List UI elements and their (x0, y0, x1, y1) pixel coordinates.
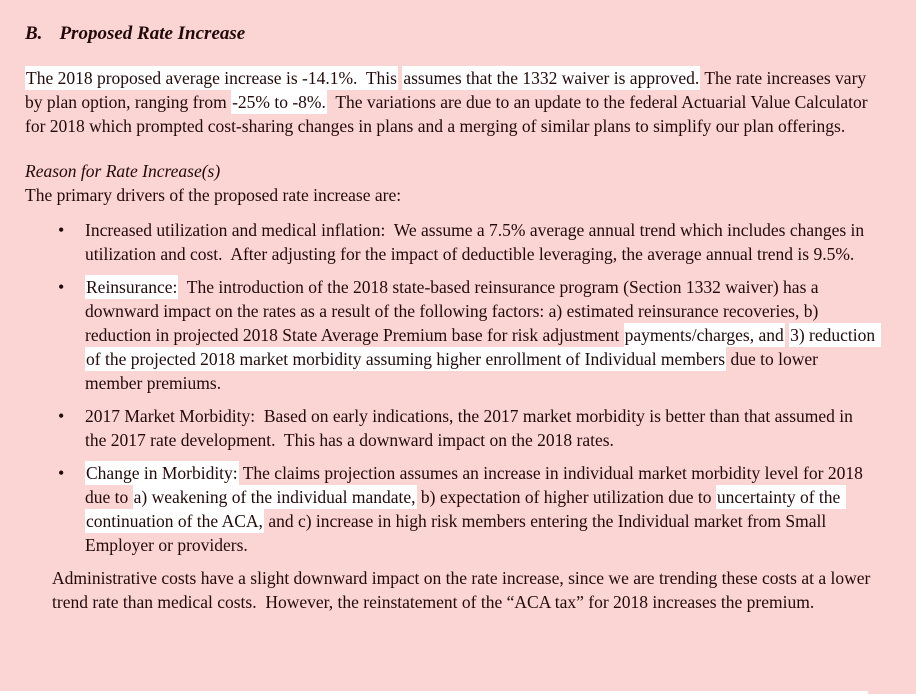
list-item-utilization (85, 218, 876, 266)
highlighted-text: 3) reduction of the projected 2018 market morbidity assuming higher enrollment of Individual members (86, 325, 880, 369)
highlighted-text: payments/charges, and (624, 325, 784, 345)
section-heading (25, 22, 888, 46)
text-run: Increased utilization and medical inflation: We assume a 7.5% average annual trend which includes changes in utilization and cost. After adjusting for the impact of deductible leveraging, the average annual trend is 9.5%. (85, 220, 869, 264)
text-run: and c) increase in high risk members entering the Individual market from Small Employer or providers. (85, 511, 831, 555)
text-run: Administrative costs have a slight downward impact on the rate increase, since we are trending these costs at a lower trend rate than medical costs. However, the reinstatement of the “ACA tax” for 2018 increases the premium. (52, 568, 875, 612)
list-item-reinsurance (85, 275, 880, 395)
highlighted-text: -25% to -8%. (232, 92, 326, 112)
rate-drivers-list (25, 218, 888, 557)
highlighted-text: assumes that the 1332 waiver is approved. (403, 68, 700, 88)
text-run: b) expectation of higher utilization due to (416, 487, 716, 507)
highlighted-text: Reinsurance: (86, 277, 178, 297)
highlighted-text: uncertainty of the continuation of the ACA, (86, 487, 845, 531)
section-number: B. (25, 23, 43, 44)
text-run: due to lower member premiums. (85, 349, 823, 393)
text-run: The introduction of the 2018 state-based reinsurance program (Section 1332 waiver) has a downward impact on the rates as a result of the following factors: a) estimated reinsurance recoveries, b) reduction in projected 2018 State Average Premium base for risk adjustment (85, 277, 823, 345)
highlighted-text: Change in Morbidity: (86, 463, 238, 483)
highlighted-text: The 2018 proposed average increase is -14.1%. This (26, 68, 397, 88)
highlighted-text: a) weakening of the individual mandate, (133, 487, 416, 507)
list-item-2017-morbidity (85, 404, 876, 452)
section-title: Proposed Rate Increase (59, 23, 246, 44)
text-run: The rate increases vary by plan option, ranging from (25, 68, 871, 112)
closing-paragraph (52, 566, 880, 614)
text-run: The claims projection assumes an increase in individual market morbidity level for 2018 due to (85, 463, 868, 507)
intro-paragraph (25, 66, 888, 138)
text-run: 2017 Market Morbidity: Based on early indications, the 2017 market morbidity is better than that assumed in the 2017 rate development. This has a downward impact on the 2018 rates. (85, 406, 858, 450)
lead-in-line: The primary drivers of the proposed rate increase are: (25, 185, 402, 205)
reason-subheading: Reason for Rate Increase(s) (25, 161, 221, 181)
list-item-change-in-morbidity (85, 461, 876, 557)
text-run: The variations are due to an update to the federal Actuarial Value Calculator for 2018 which prompted cost-sharing changes in plans and a merging of similar plans to simplify our plan offerings. (25, 92, 872, 136)
